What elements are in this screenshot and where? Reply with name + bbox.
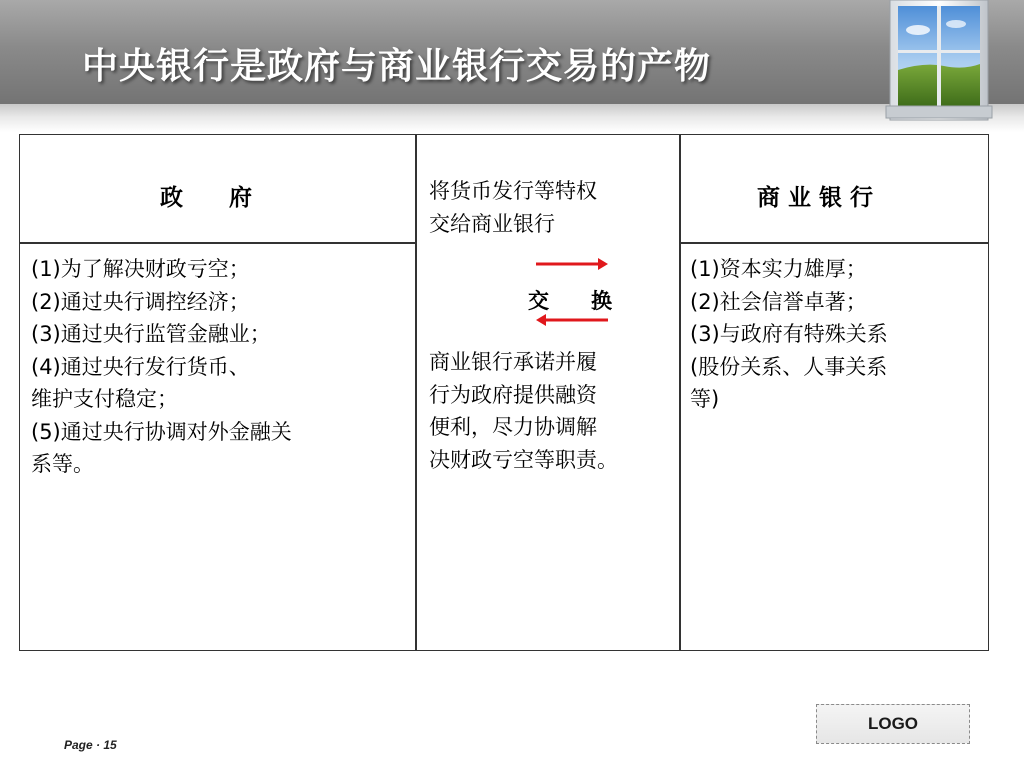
text-line: 商业银行承诺并履 bbox=[429, 350, 597, 374]
bank-items bbox=[690, 253, 888, 416]
list-item: (股份关系、人事关系 bbox=[690, 354, 888, 379]
bank-header: 商 业 银 行 bbox=[757, 185, 874, 211]
exchange-label: 交 换 bbox=[528, 289, 612, 313]
list-item: 系等。 bbox=[31, 452, 94, 476]
page-number: Page · 15 bbox=[64, 738, 117, 752]
text-line: 交给商业银行 bbox=[429, 211, 555, 236]
list-item: (2)社会信誉卓著； bbox=[690, 289, 867, 314]
text-line: 将货币发行等特权 bbox=[429, 179, 597, 203]
list-item: (3)通过央行监管金融业； bbox=[31, 322, 271, 346]
row-divider bbox=[20, 242, 416, 244]
list-item: (2)通过央行调控经济； bbox=[31, 289, 250, 314]
text-line: 便利，尽力协调解 bbox=[429, 415, 597, 439]
privilege-text bbox=[429, 175, 597, 240]
list-item: 等) bbox=[690, 387, 720, 411]
row-divider bbox=[680, 242, 988, 244]
column-divider bbox=[679, 135, 681, 650]
list-item: (1)资本实力雄厚； bbox=[690, 257, 867, 281]
list-item: (1)为了解决财政亏空； bbox=[31, 257, 250, 281]
list-item: (4)通过央行发行货币、 bbox=[31, 354, 250, 379]
list-item: 维护支付稳定； bbox=[31, 387, 178, 411]
government-items bbox=[31, 253, 292, 481]
commitment-text bbox=[429, 346, 618, 476]
window-landscape-icon bbox=[884, 0, 994, 122]
government-header: 政 府 bbox=[160, 185, 252, 211]
list-item: (5)通过央行协调对外金融关 bbox=[31, 419, 292, 444]
comparison-table bbox=[19, 134, 989, 651]
header-shadow bbox=[0, 104, 1024, 132]
list-item: (3)与政府有特殊关系 bbox=[690, 322, 888, 346]
column-divider bbox=[415, 135, 417, 650]
slide-title: 中央银行是政府与商业银行交易的产物 bbox=[82, 46, 712, 87]
text-line: 行为政府提供融资 bbox=[429, 382, 597, 407]
text-line: 决财政亏空等职责。 bbox=[429, 447, 618, 472]
logo-placeholder: LOGO bbox=[816, 704, 970, 744]
